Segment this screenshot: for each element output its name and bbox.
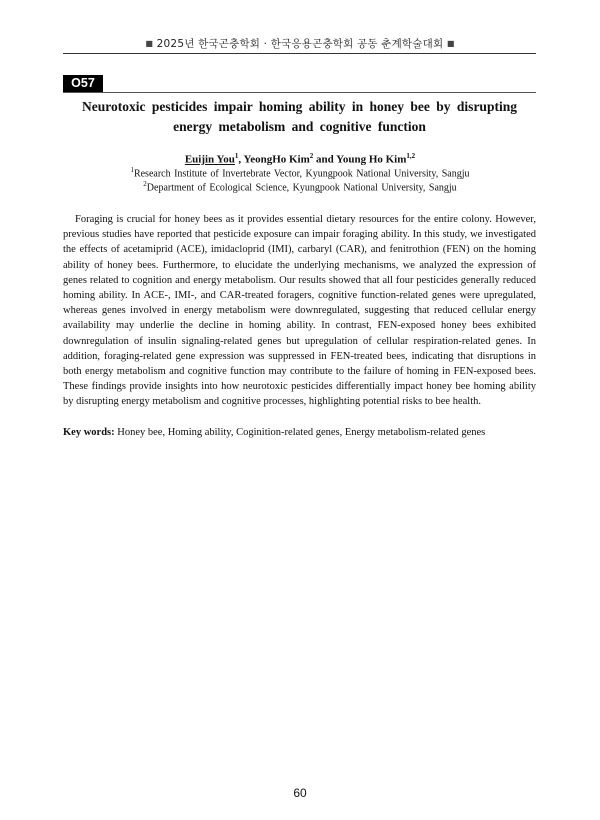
paper-title: Neurotoxic pesticides impair homing ability in honey bee by disrupting energy metabolism and cognitive function bbox=[82, 99, 517, 134]
page-number: 60 bbox=[293, 786, 307, 800]
author-separator: and bbox=[313, 153, 337, 166]
author-name: YeongHo Kim bbox=[243, 153, 310, 166]
author-name: Young Ho Kim bbox=[336, 153, 407, 166]
author-affiliation-mark: 1,2 bbox=[406, 152, 416, 160]
header-divider bbox=[63, 53, 536, 54]
affiliation-text: Research Institute of Invertebrate Vector, Kyungpook National University, Sangju bbox=[133, 168, 470, 180]
title-divider bbox=[63, 92, 536, 93]
square-bullet-icon: ■ bbox=[446, 39, 455, 48]
affiliation-mark: 2 bbox=[143, 180, 147, 188]
author-name: Euijin You bbox=[184, 153, 235, 166]
conference-header bbox=[0, 36, 600, 51]
author-list bbox=[0, 152, 600, 166]
affiliation bbox=[0, 180, 600, 193]
affiliation-mark: 1 bbox=[130, 166, 134, 174]
conference-title: 2025년 한국곤충학회 · 한국응용곤충학회 공동 춘계학술대회 bbox=[156, 38, 444, 50]
affiliation bbox=[0, 166, 600, 179]
author-affiliation-mark: 2 bbox=[309, 152, 314, 160]
abstract-body: Foraging is crucial for honey bees as it provides essential dietary resources for the entire colony. However, previous studies have reported that pesticide exposure can impair foraging ability. In this study, we investigated the effects of acetamiprid (ACE), imidacloprid (IMI), carbaryl (CAR), and fenitrothion (FEN) on the homing ability of honey bees. Furthermore, to elucidate the underlying mechanisms, we analyzed the expression of genes related to cognition and energy metabolism. Our results showed that all four pesticides generally reduced homing ability. In ACE-, IMI-, and CAR-treated foragers, cognitive function-related genes were upregulated, whereas genes involved in energy metabolism were downregulated, suggesting that reduced cellular energy availability may underlie the decline in homing ability. In contrast, FEN-exposed honey bees exhibited downregulation of insulin signaling-related genes but upregulation of cellular respiration-related genes. In addition, foraging-related gene expression was suppressed in FEN-treated bees, indicating that disruptions in both energy metabolism and cognitive function may contribute to the failure of homing in FEN-exposed bees. These findings provide insights into how neurotoxic pesticides differentially impact honey bee homing ability by disrupting energy metabolism and cognitive processes, highlighting potential risks to bee health. bbox=[63, 214, 536, 408]
author-separator: , bbox=[238, 153, 244, 166]
keywords bbox=[63, 427, 536, 438]
keywords-label: Key words: bbox=[63, 427, 115, 438]
affiliation-text: Department of Ecological Science, Kyungpook National University, Sangju bbox=[146, 182, 457, 194]
square-bullet-icon: ■ bbox=[145, 39, 154, 48]
author-affiliation-mark: 1 bbox=[234, 152, 239, 160]
abstract-id-badge: O57 bbox=[63, 75, 103, 92]
keywords-text: Honey bee, Homing ability, Coginition-related genes, Energy metabolism-related genes bbox=[117, 427, 486, 438]
